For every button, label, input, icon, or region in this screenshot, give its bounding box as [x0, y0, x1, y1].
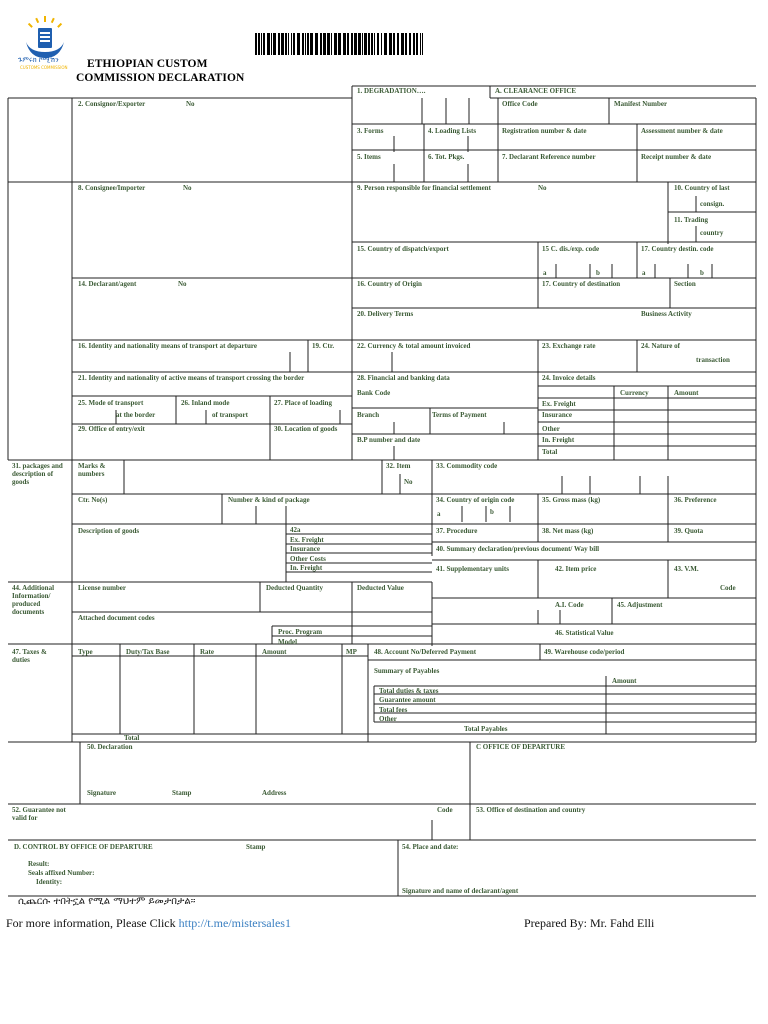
control-stamp: Stamp [246, 843, 266, 851]
telegram-link[interactable]: http://t.me/mistersales1 [178, 916, 291, 930]
invoice-other: Other [542, 425, 560, 433]
f23-exchange: 23. Exchange rate [542, 342, 596, 350]
f17-b: b [700, 269, 704, 277]
bp-number: B.P number and date [357, 436, 421, 444]
f24-nature: 24. Nature of [641, 342, 680, 350]
f16-origin: 16. Country of Origin [357, 280, 422, 288]
manifest-number: Manifest Number [614, 100, 668, 108]
f32-no: No [404, 478, 413, 486]
more-info-text [6, 916, 291, 931]
logo-subtext: CUSTOMS COMMISSION [20, 65, 68, 70]
f34-origin-code: 34. Country of origin code [436, 496, 515, 504]
proc-program: Proc. Program [278, 628, 323, 636]
f29-office-entry: 29. Office of entry/exit [78, 425, 145, 433]
f14-no: No [178, 280, 187, 288]
invoice-total: Total [542, 448, 558, 456]
f50-declaration: 50. Declaration [87, 743, 133, 751]
f26-of-transport: of transport [212, 411, 248, 419]
registration-number: Registration number & date [502, 127, 587, 135]
f15-dispatch: 15. Country of dispatch/export [357, 245, 449, 253]
f24-invoice: 24. Invoice details [542, 374, 596, 382]
f34-a: a [437, 510, 441, 518]
declaration-address: Address [262, 789, 287, 797]
terms-payment: Terms of Payment [432, 411, 487, 419]
control-seals: Seals affixed Number: [28, 869, 95, 877]
f43-code: Code [720, 584, 736, 592]
declaration-stamp: Stamp [172, 789, 192, 797]
tax-base: Duty/Tax Base [126, 648, 170, 656]
declaration-signature: Signature [87, 789, 117, 797]
invoice-insurance: Insurance [542, 411, 572, 419]
f52-guarantee: 52. Guarantee not valid for [12, 806, 66, 822]
tax-mp: MP [346, 648, 357, 656]
f25-mode: 25. Mode of transport [78, 399, 144, 407]
total-fees: Total fees [379, 706, 408, 714]
f9-person-responsible: 9. Person responsible for financial settlement [357, 184, 491, 192]
d-control: D. CONTROL BY OFFICE OF DEPARTURE [14, 843, 153, 851]
f17-destin-code: 17. Country destin. code [641, 245, 714, 253]
deducted-quantity: Deducted Quantity [266, 584, 323, 592]
f21-identity-active: 21. Identity and nationality of active means of transport crossing the border [78, 374, 305, 382]
page-title-line2: COMMISSION DECLARATION [76, 72, 245, 84]
f10-consign: consign. [700, 200, 725, 208]
office-code: Office Code [502, 100, 538, 108]
prepared-by: Prepared By: Mr. Fahd Elli [524, 916, 655, 930]
f8-consignee: 8. Consignee/Importer [78, 184, 146, 192]
f25-border: at the border [116, 411, 156, 419]
payables-amount: Amount [612, 677, 637, 685]
f27-place-loading: 27. Place of loading [274, 399, 332, 407]
f11-country: country [700, 229, 724, 237]
f26-inland: 26. Inland mode [181, 399, 230, 407]
summary-payables: Summary of Payables [374, 667, 440, 675]
total-payables: Total Payables [464, 725, 508, 733]
goods-other-costs: Other Costs [290, 555, 326, 563]
more-info-label: For more information, Please Click [6, 916, 176, 930]
guarantee-code: Code [437, 806, 453, 814]
f45-adjustment: 45. Adjustment [617, 601, 663, 609]
marks-numbers: Marks & numbers [78, 462, 106, 478]
f53-office-destination: 53. Office of destination and country [476, 806, 586, 814]
f44-additional: 44. Additional Information/ produced documents [12, 584, 55, 616]
ctr-no: Ctr. No(s) [78, 496, 108, 504]
f22-currency: 22. Currency & total amount invoiced [357, 342, 471, 350]
invoice-in-freight: In. Freight [542, 436, 575, 444]
f42a: 42a [290, 526, 301, 534]
attached-docs: Attached document codes [78, 614, 155, 622]
f8-no: No [183, 184, 192, 192]
f24-transaction: transaction [696, 356, 730, 364]
description-goods: Description of goods [78, 527, 140, 535]
f42-item-price: 42. Item price [555, 565, 597, 573]
deducted-value: Deducted Value [357, 584, 404, 592]
invoice-ex-freight: Ex. Freight [542, 400, 576, 408]
f15c-dis-code: 15 C. dis./exp. code [542, 245, 600, 253]
f49-warehouse: 49. Warehouse code/period [544, 648, 625, 656]
license-number: License number [78, 584, 127, 592]
f20-delivery: 20. Delivery Terms [357, 310, 414, 318]
f11-trading: 11. Trading [674, 216, 708, 224]
page-title-line1: ETHIOPIAN CUSTOM [87, 58, 208, 70]
control-result: Result: [28, 860, 50, 868]
tax-type: Type [78, 648, 93, 656]
f7-declarant-ref: 7. Declarant Reference number [502, 153, 596, 161]
invoice-amount: Amount [674, 389, 699, 397]
f37-procedure: 37. Procedure [436, 527, 478, 535]
f28-financial: 28. Financial and banking data [357, 374, 450, 382]
f33-commodity: 33. Commodity code [436, 462, 498, 470]
branch: Branch [357, 411, 380, 419]
f10-country-last: 10. Country of last [674, 184, 730, 192]
f34-b: b [490, 508, 494, 516]
f17-destination: 17. Country of destination [542, 280, 621, 288]
receipt-number: Receipt number & date [641, 153, 712, 161]
f5-items: 5. Items [357, 153, 381, 161]
f1-degradation: 1. DEGRADATION…. [357, 87, 426, 95]
f38-net-mass: 38. Net mass (kg) [542, 527, 594, 535]
f47-taxes: 47. Taxes & duties [12, 648, 47, 664]
logo-text: ጉምሩክ ኮሚሽን [18, 56, 59, 64]
c-office-departure: C OFFICE OF DEPARTURE [476, 743, 566, 751]
invoice-currency: Currency [620, 389, 649, 397]
f6-tot-pkgs: 6. Tot. Pkgs. [428, 153, 465, 161]
f48-account: 48. Account No/Deferred Payment [374, 648, 477, 656]
taxes-total: Total [124, 734, 140, 742]
assessment-number: Assessment number & date [641, 127, 723, 135]
business-activity: Business Activity [641, 310, 692, 318]
f35-gross: 35. Gross mass (kg) [542, 496, 601, 504]
f46-statistical: 46. Statistical Value [555, 629, 614, 637]
f43-vm: 43. V.M. [674, 565, 699, 573]
section: Section [674, 280, 696, 288]
f2-no: No [186, 100, 195, 108]
f19-ctr: 19. Ctr. [312, 342, 335, 350]
f15c-b: b [596, 269, 600, 277]
f2-consignor: 2. Consignor/Exporter [78, 100, 146, 108]
total-duties: Total duties & taxes [379, 687, 439, 695]
f41-supp-units: 41. Supplementary units [436, 565, 509, 573]
f3-forms: 3. Forms [357, 127, 384, 135]
f31-packages: 31. packages and description of goods [12, 462, 63, 486]
f14-declarant: 14. Declarant/agent [78, 280, 137, 288]
tax-rate: Rate [200, 648, 214, 656]
f30-location: 30. Location of goods [274, 425, 338, 433]
payables-other: Other [379, 715, 397, 723]
goods-insurance: Insurance [290, 545, 320, 553]
f40-summary-declaration: 40. Summary declaration/previous document/ Way bill [436, 545, 600, 553]
control-identity: Identity: [36, 878, 63, 886]
model: Model [278, 638, 298, 646]
f15c-a: a [543, 269, 547, 277]
ai-code: A.I. Code [555, 601, 584, 609]
f39-quota: 39. Quota [674, 527, 704, 535]
bank-code: Bank Code [357, 389, 391, 397]
f9-no: No [538, 184, 547, 192]
f36-preference: 36. Preference [674, 496, 717, 504]
number-kind-package: Number & kind of package [228, 496, 310, 504]
guarantee-amount: Guarantee amount [379, 696, 436, 704]
f32-item: 32. Item [386, 462, 411, 470]
amharic-note: ሲጨርሱ ተበትኗል የሚል ማህተም ይመታበታል። [18, 896, 196, 907]
signature-declarant: Signature and name of declarant/agent [402, 887, 519, 895]
tax-amount: Amount [262, 648, 287, 656]
f17-a: a [642, 269, 646, 277]
f54-place-date: 54. Place and date: [402, 843, 459, 851]
f4-loading-lists: 4. Loading Lists [428, 127, 477, 135]
goods-in-freight: In. Freight [290, 564, 323, 572]
fa-clearance-office: A. CLEARANCE OFFICE [495, 87, 577, 95]
f16-identity-departure: 16. Identity and nationality means of transport at departure [78, 342, 257, 350]
goods-ex-freight: Ex. Freight [290, 536, 324, 544]
